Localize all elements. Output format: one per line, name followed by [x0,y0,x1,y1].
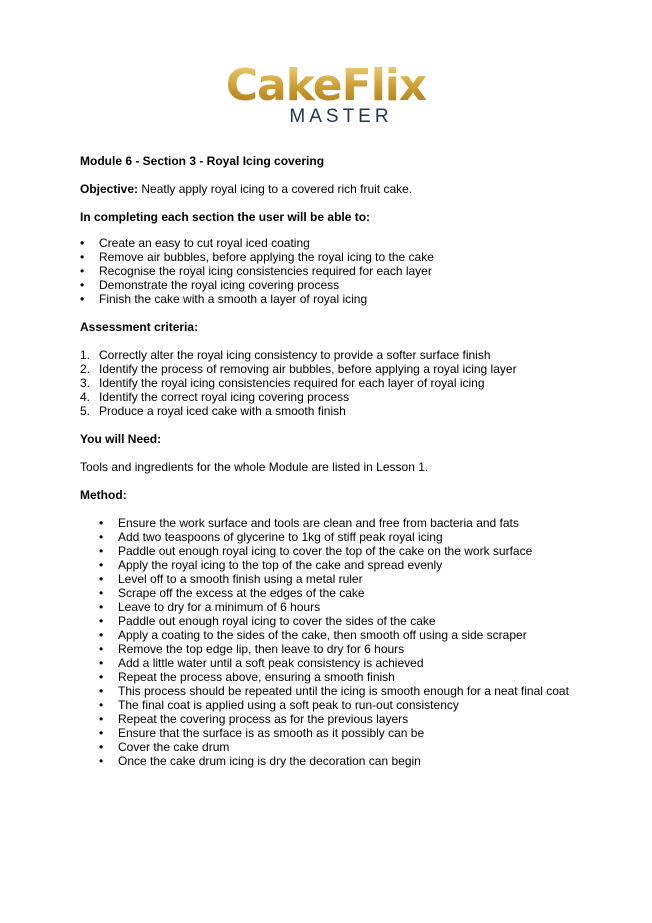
item-text: Identify the royal icing consistencies required for each layer of royal icing [99,376,485,390]
item-number: 4. [80,390,91,404]
list-item: • Ensure that the surface is as smooth as it possibly can be [80,726,600,740]
list-item: • Remove air bubbles, before applying the royal icing to the cake [80,250,600,264]
list-item: • Apply the royal icing to the top of the cake and spread evenly [80,558,600,572]
list-item [80,348,600,362]
item-number: 1. [80,348,91,362]
method-list [80,516,600,768]
item-number: 2. [80,362,91,376]
list-item: • Level off to a smooth finish using a metal ruler [80,572,600,586]
list-item [80,376,600,390]
logo-wordmark: CakeFlix [0,62,652,110]
logo-subtitle: MASTER [289,106,393,127]
list-item: • Repeat the process above, ensuring a smooth finish [80,670,600,684]
list-item: • Recognise the royal icing consistencies required for each layer [80,264,600,278]
need-heading: You will Need: [80,432,162,446]
list-item [80,362,600,376]
item-text: Produce a royal iced cake with a smooth finish [99,404,346,418]
list-item: • Scrape off the excess at the edges of the cake [80,586,600,600]
item-text: Correctly alter the royal icing consistency to provide a softer surface finish [99,348,491,362]
list-item: • Paddle out enough royal icing to cover the sides of the cake [80,614,600,628]
list-item: • Add a little water until a soft peak consistency is achieved [80,656,600,670]
page-title: Module 6 - Section 3 - Royal Icing covering [80,154,325,168]
list-item: • Demonstrate the royal icing covering process [80,278,600,292]
list-item: • Cover the cake drum [80,740,600,754]
item-text: Identify the process of removing air bubbles, before applying a royal icing layer [99,362,517,376]
list-item: • Ensure the work surface and tools are clean and free from bacteria and fats [80,516,600,530]
item-number: 3. [80,376,91,390]
list-item: • This process should be repeated until the icing is smooth enough for a neat final coat [80,684,600,698]
list-item: • Finish the cake with a smooth a layer of royal icing [80,292,600,306]
list-item: • Add two teaspoons of glycerine to 1kg of stiff peak royal icing [80,530,600,544]
criteria-list [80,348,600,418]
list-item: • The final coat is applied using a soft peak to run-out consistency [80,698,600,712]
method-heading: Method: [80,488,127,502]
list-item: • Remove the top edge lip, then leave to dry for 6 hours [80,642,600,656]
assessment-heading: Assessment criteria: [80,320,199,334]
list-item: • Create an easy to cut royal iced coating [80,236,600,250]
completing-heading: In completing each section the user will be able to: [80,210,371,224]
objective-text: Neatly apply royal icing to a covered rich fruit cake. [138,182,413,196]
need-text: Tools and ingredients for the whole Module are listed in Lesson 1. [80,460,429,474]
list-item [80,404,600,418]
item-text: Identify the correct royal icing covering process [99,390,350,404]
objective [80,182,600,196]
list-item: • Leave to dry for a minimum of 6 hours [80,600,600,614]
objective-label: Objective: [80,182,139,196]
list-item [80,390,600,404]
list-item: • Apply a coating to the sides of the cake, then smooth off using a side scraper [80,628,600,642]
list-item: • Repeat the covering process as for the previous layers [80,712,600,726]
item-number: 5. [80,404,91,418]
list-item: • Paddle out enough royal icing to cover the top of the cake on the work surface [80,544,600,558]
outcomes-list [80,236,600,306]
cakeflix-logo [0,62,652,128]
document-body [80,154,600,768]
list-item: • Once the cake drum icing is dry the decoration can begin [80,754,600,768]
